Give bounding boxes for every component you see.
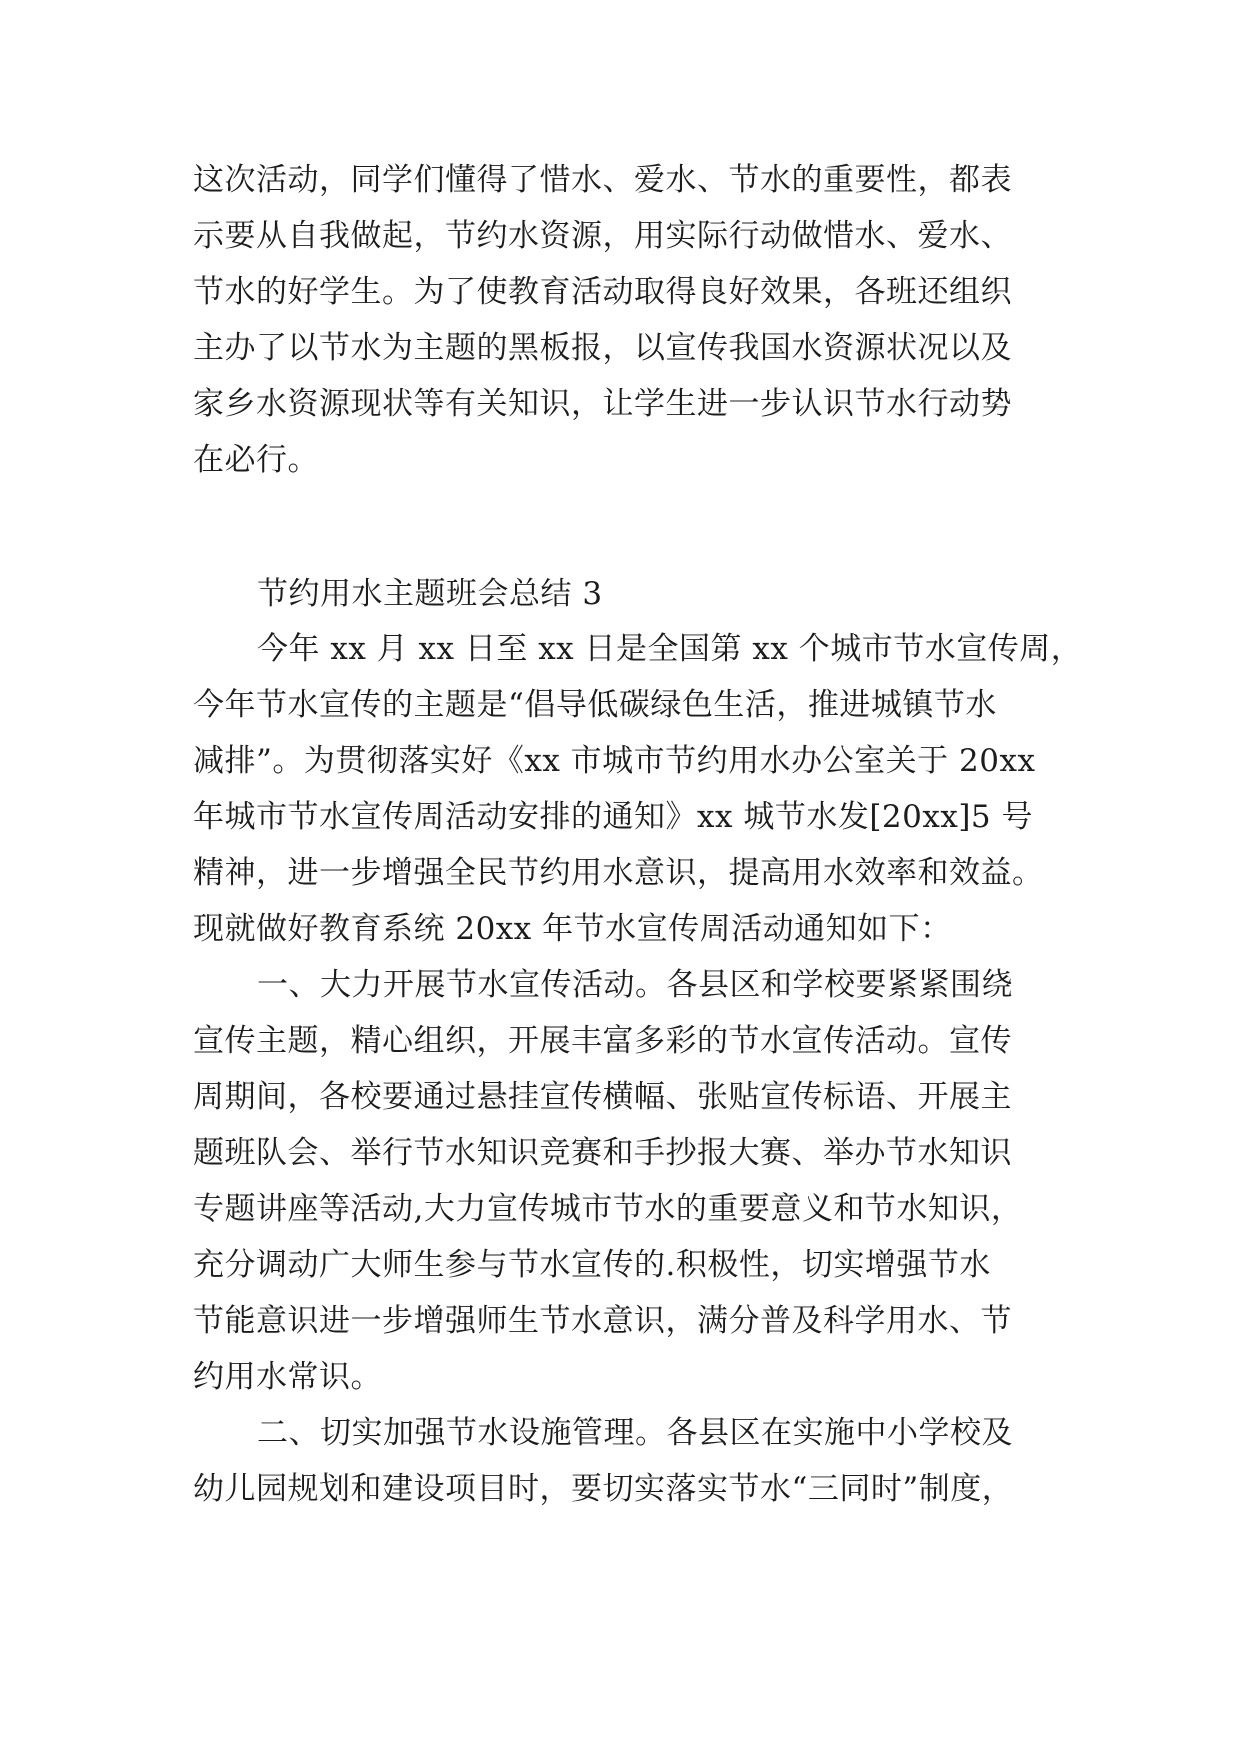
paragraph-line: 家乡水资源现状等有关知识，让学生进一步认识节水行动势 [193,386,1012,422]
paragraph-line: 今年节水宣传的主题是“倡导低碳绿色生活，推进城镇节水 [193,687,997,723]
paragraph-line: 年城市节水宣传周活动安排的通知》xx 城节水发[20xx]5 号 [193,799,1033,835]
paragraph-line: 周期间，各校要通过悬挂宣传横幅、张贴宣传标语、开展主 [193,1079,1012,1115]
paragraph-line: 宣传主题，精心组织，开展丰富多彩的节水宣传活动。宣传 [193,1023,1012,1059]
paragraph-line: 约用水常识。 [193,1359,382,1395]
paragraph-line: 精神，进一步增强全民节约用水意识，提高用水效率和效益。 [193,855,1044,891]
paragraph-line: 这次活动，同学们懂得了惜水、爱水、节水的重要性，都表 [193,162,1012,198]
paragraph-line: 在必行。 [193,442,319,478]
paragraph-line: 二、切实加强节水设施管理。各县区在实施中小学校及 [257,1415,1013,1451]
paragraph-line: 现就做好教育系统 20xx 年节水宣传周活动通知如下： [193,911,952,947]
paragraph-line: 节水的好学生。为了使教育活动取得良好效果，各班还组织 [193,274,1012,310]
paragraph-line: 示要从自我做起，节约水资源，用实际行动做惜水、爱水、 [193,218,1012,254]
paragraph-line: 减排”。为贯彻落实好《xx 市城市节约用水办公室关于 20xx [193,743,1036,779]
section-heading: 节约用水主题班会总结 3 [257,576,603,612]
paragraph-line: 专题讲座等活动,大力宣传城市节水的重要意义和节水知识， [193,1191,1023,1227]
paragraph-line: 一、大力开展节水宣传活动。各县区和学校要紧紧围绕 [257,967,1013,1003]
paragraph-line: 主办了以节水为主题的黑板报，以宣传我国水资源状况以及 [193,330,1012,366]
paragraph-line: 充分调动广大师生参与节水宣传的.积极性，切实增强节水 [193,1247,991,1283]
paragraph-line: 今年 xx 月 xx 日至 xx 日是全国第 xx 个城市节水宣传周， [257,631,1083,667]
paragraph-line: 题班队会、举行节水知识竞赛和手抄报大赛、举办节水知识 [193,1135,1012,1171]
paragraph-line: 节能意识进一步增强师生节水意识，满分普及科学用水、节 [193,1303,1012,1339]
paragraph-line: 幼儿园规划和建设项目时，要切实落实节水“三同时”制度， [193,1471,1014,1507]
